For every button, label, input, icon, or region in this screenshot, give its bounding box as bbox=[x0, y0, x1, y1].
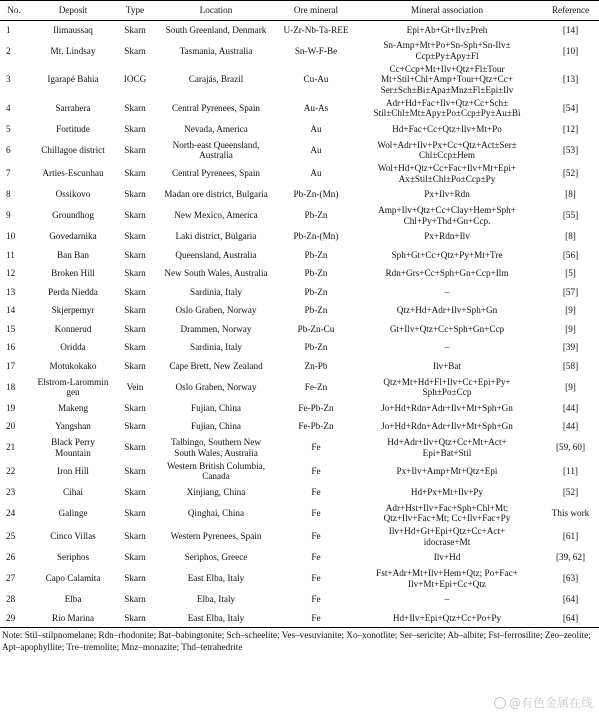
cell-no: 28 bbox=[6, 594, 16, 605]
cell-mineral-association: – bbox=[444, 594, 450, 605]
cell-no: 12 bbox=[6, 268, 16, 279]
table-row bbox=[0, 548, 599, 567]
table-row bbox=[0, 63, 599, 97]
header-deposit: Deposit bbox=[58, 5, 88, 15]
cell-location: Madan ore district, Bulgaria bbox=[164, 189, 268, 200]
table-row bbox=[0, 357, 599, 376]
cell-location: Oslo Graben, Norway bbox=[175, 381, 257, 392]
cell-location: East Elba, Italy bbox=[187, 573, 245, 584]
cell-type: Skarn bbox=[124, 360, 146, 371]
cell-type: Skarn bbox=[124, 342, 146, 353]
table-row bbox=[0, 417, 599, 436]
cell-mineral-association: Sph+Gt+Cc+Qtz+Py+Mt+Tre bbox=[391, 249, 503, 260]
cell-deposit: Skjerpemyr bbox=[51, 305, 95, 316]
table-row bbox=[0, 162, 599, 186]
cell-reference: [8] bbox=[565, 189, 576, 200]
cell-ore-mineral: Fe bbox=[311, 486, 321, 497]
cell-type: Skarn bbox=[124, 507, 146, 518]
cell-deposit: Chillagoe district bbox=[41, 144, 105, 155]
cell-no: 24 bbox=[6, 507, 16, 518]
table-row bbox=[0, 301, 599, 320]
cell-ore-mineral: Pb-Zn bbox=[304, 249, 328, 260]
cell-mineral-association: Qtz+Mt+Hd+Fl+Ilv+Cc+Epi+Py+ Sph±Po±Ccp bbox=[383, 376, 511, 398]
cell-ore-mineral: Pb-Zn bbox=[304, 286, 328, 297]
cell-location: Central Pyrenees, Spain bbox=[171, 168, 261, 179]
cell-location: Sardinia, Italy bbox=[189, 286, 243, 297]
cell-deposit: Ilimaussaq bbox=[53, 24, 93, 35]
cell-mineral-association: Cc+Ccp+Mt+Ilv+Qtz+Fl±Tour Mt+Stil+Chl+Amp+Tour+Qtz+Cc+ Ser±Sch±Bi±Apa±Mnz±Fl±Epi±Ilv bbox=[380, 63, 514, 95]
cell-deposit: Capo Calamita bbox=[45, 573, 101, 584]
cell-mineral-association: Ilv+Bat bbox=[432, 360, 462, 371]
header-location: Location bbox=[199, 5, 233, 15]
cell-no: 27 bbox=[6, 573, 16, 584]
table-row bbox=[0, 320, 599, 339]
cell-location: Carajás, Brazil bbox=[188, 74, 244, 85]
cell-mineral-association: Sn-Amp+Mt+Po+Sn-Sph+Sn-Ilv± Ccp±Py±Apy±Fl bbox=[383, 40, 511, 61]
cell-location: Queensland, Australia bbox=[175, 249, 257, 260]
table-row bbox=[0, 283, 599, 302]
table-note: Note: Stil–stilpnomelane; Rdn–rhodonite; Bat–babingtonite; Sch–scheelite; Ves–vesuvianite; Xo–xonotlite; Ser–sericite; Ab–albite; Fst–ferrosilite; Zeo–zeolite; Apt–apophyllite; Tre–tremolite; Mnz–monazite; Thd–tetrahedrite bbox=[2, 630, 591, 652]
cell-mineral-association: Rdn+Grs+Cc+Sph+Gn+Ccp+Ilm bbox=[385, 268, 509, 279]
cell-no: 21 bbox=[6, 442, 16, 453]
cell-reference: [11] bbox=[563, 465, 578, 476]
cell-mineral-association: Ilv+Hd+Gt+Epi+Qtz+Cc+Act+ idocrase+Mt bbox=[388, 526, 506, 547]
cell-mineral-association: – bbox=[444, 342, 450, 353]
watermark-logo-icon bbox=[494, 697, 506, 709]
table-row bbox=[0, 609, 599, 628]
cell-location: New South Wales, Australia bbox=[164, 268, 268, 279]
cell-reference: [55] bbox=[562, 210, 579, 221]
cell-mineral-association: Fst+Adr+Mt+Ilv+Hem+Qtz; Po+Fac+ Ilv+Mt+Epi+Cc+Qtz bbox=[376, 568, 518, 589]
cell-location: Fujian, China bbox=[190, 402, 242, 413]
cell-ore-mineral: Fe bbox=[311, 507, 321, 518]
cell-ore-mineral: Au bbox=[310, 168, 322, 179]
cell-reference: [53] bbox=[562, 144, 579, 155]
cell-reference: This work bbox=[551, 507, 590, 518]
cell-no: 17 bbox=[6, 360, 16, 371]
cell-type: Skarn bbox=[124, 268, 146, 279]
cell-reference: [14] bbox=[562, 24, 579, 35]
cell-ore-mineral: Fe bbox=[311, 552, 321, 563]
cell-ore-mineral: Pb-Zn bbox=[304, 268, 328, 279]
cell-no: 16 bbox=[6, 342, 16, 353]
cell-location: Qinghai, China bbox=[187, 507, 245, 518]
cell-deposit: Iron Hill bbox=[57, 465, 89, 476]
cell-deposit: Elba bbox=[64, 594, 82, 605]
cell-no: 3 bbox=[6, 74, 11, 85]
table-row bbox=[0, 204, 599, 228]
cell-deposit: Seriphos bbox=[56, 552, 90, 563]
header-reference: Reference bbox=[551, 5, 590, 15]
cell-reference: [13] bbox=[562, 74, 579, 85]
cell-no: 20 bbox=[6, 421, 16, 432]
cell-type: Vein bbox=[126, 381, 144, 392]
cell-deposit: Cinco Villas bbox=[50, 531, 96, 542]
cell-reference: [5] bbox=[565, 268, 576, 279]
cell-reference: [39] bbox=[562, 342, 579, 353]
cell-reference: [44] bbox=[562, 421, 579, 432]
table-row bbox=[0, 459, 599, 483]
cell-deposit: Groundhog bbox=[52, 210, 94, 221]
cell-location: Tasmania, Australia bbox=[179, 45, 253, 56]
cell-location: Central Pyrenees, Spain bbox=[171, 102, 261, 113]
cell-no: 2 bbox=[6, 45, 11, 56]
cell-ore-mineral: Fe bbox=[311, 442, 321, 453]
table-row bbox=[0, 227, 599, 246]
cell-ore-mineral: Fe bbox=[311, 594, 321, 605]
cell-type: Skarn bbox=[124, 594, 146, 605]
cell-reference: [58] bbox=[562, 360, 579, 371]
cell-no: 23 bbox=[6, 486, 16, 497]
cell-no: 5 bbox=[6, 123, 11, 134]
cell-location: East Elba, Italy bbox=[187, 612, 245, 623]
cell-mineral-association: Epi+Ab+Gt+Ilv±Preh bbox=[406, 24, 488, 35]
cell-location: Nevada, America bbox=[184, 123, 248, 134]
cell-type: Skarn bbox=[124, 144, 146, 155]
cell-ore-mineral: Fe-Pb-Zn bbox=[298, 421, 334, 432]
cell-no: 19 bbox=[6, 402, 16, 413]
watermark-text: @有色金属在线 bbox=[508, 696, 593, 710]
cell-mineral-association: Px+Ilv+Amp+Mt+Qtz+Epi bbox=[396, 465, 498, 476]
cell-ore-mineral: Fe bbox=[311, 573, 321, 584]
cell-location: Elba, Italy bbox=[196, 594, 236, 605]
cell-no: 29 bbox=[6, 612, 16, 623]
cell-type: Skarn bbox=[124, 552, 146, 563]
cell-type: Skarn bbox=[124, 45, 146, 56]
cell-deposit: Arties-Escunhau bbox=[42, 168, 104, 179]
cell-reference: [12] bbox=[562, 123, 579, 134]
watermark bbox=[494, 694, 593, 711]
cell-ore-mineral: Pb-Zn-(Mn) bbox=[293, 189, 339, 200]
cell-mineral-association: Jo+Hd+Rdn+Adr+Ilv+Mt+Sph+Gn bbox=[381, 421, 513, 432]
cell-no: 4 bbox=[6, 102, 11, 113]
cell-no: 13 bbox=[6, 286, 16, 297]
cell-no: 7 bbox=[6, 168, 11, 179]
cell-mineral-association: Px+Rdn+Ilv bbox=[424, 231, 470, 242]
cell-reference: [8] bbox=[565, 231, 576, 242]
cell-reference: [56] bbox=[562, 249, 579, 260]
table-row bbox=[0, 20, 599, 39]
header-mineral-association: Mineral association bbox=[410, 5, 484, 15]
cell-type: Skarn bbox=[124, 465, 146, 476]
cell-ore-mineral: U-Zr-Nb-Ta-REE bbox=[283, 24, 349, 35]
cell-no: 1 bbox=[6, 24, 11, 35]
cell-reference: [9] bbox=[565, 323, 576, 334]
cell-ore-mineral: Sn-W-F-Be bbox=[294, 45, 338, 56]
cell-location: Seriphos, Greece bbox=[184, 552, 248, 563]
cell-location: South Greenland, Denmark bbox=[165, 24, 267, 35]
cell-deposit: Sarrahera bbox=[55, 102, 91, 113]
cell-location: Talbingo, Southern New South Wales, Australia bbox=[171, 437, 261, 458]
cell-reference: [9] bbox=[565, 305, 576, 316]
cell-deposit: Ossikovo bbox=[55, 189, 91, 200]
cell-reference: [64] bbox=[562, 594, 579, 605]
cell-no: 25 bbox=[6, 531, 16, 542]
cell-type: Skarn bbox=[124, 486, 146, 497]
cell-location: North-east Queensland, Australia bbox=[172, 139, 260, 161]
table-row bbox=[0, 246, 599, 265]
cell-reference: [52] bbox=[562, 168, 579, 179]
table-body bbox=[0, 20, 599, 628]
cell-mineral-association: Px+Ilv+Rdn bbox=[424, 189, 470, 200]
cell-deposit: Igarapé Bahia bbox=[47, 74, 99, 85]
cell-type: Skarn bbox=[124, 442, 146, 453]
cell-reference: [61] bbox=[562, 531, 579, 542]
cell-type: Skarn bbox=[124, 231, 146, 242]
cell-location: Fujian, China bbox=[190, 421, 242, 432]
table-row bbox=[0, 264, 599, 283]
cell-reference: [59, 60] bbox=[555, 442, 586, 453]
cell-location: Western British Columbia, Canada bbox=[166, 460, 265, 482]
cell-deposit: Motukokako bbox=[49, 360, 97, 371]
cell-ore-mineral: Au bbox=[310, 144, 322, 155]
cell-reference: [44] bbox=[562, 402, 579, 413]
cell-deposit: Black Perry Mountain bbox=[51, 437, 95, 458]
cell-ore-mineral: Pb-Zn bbox=[304, 210, 328, 221]
cell-no: 10 bbox=[6, 231, 16, 242]
cell-type: Skarn bbox=[124, 210, 146, 221]
cell-mineral-association: Adr+Hst+Ilv+Fac+Sph+Chl+Mt; Qtz+Ilv+Fac+Mt; Cc+Ilv+Fac+Py bbox=[383, 502, 511, 524]
table-row bbox=[0, 185, 599, 204]
cell-mineral-association: Ilv+Hd bbox=[433, 552, 461, 563]
cell-deposit: Konnerud bbox=[54, 323, 92, 334]
cell-location: New Mexico, America bbox=[174, 210, 258, 221]
cell-deposit: Yangshan bbox=[55, 421, 91, 432]
table-row bbox=[0, 39, 599, 63]
cell-location: Xinjiang, China bbox=[186, 486, 246, 497]
table-row bbox=[0, 399, 599, 418]
cell-reference: [10] bbox=[562, 45, 579, 56]
cell-type: IOCG bbox=[123, 74, 147, 85]
cell-no: 26 bbox=[6, 552, 16, 563]
cell-mineral-association: – bbox=[444, 286, 450, 297]
table-row bbox=[0, 120, 599, 139]
cell-mineral-association: Adr+Hd+Fac+Ilv+Qtz+Cc+Sch± Stil±Chl±Mt±Apy±Po±Ccp±Py±Au±Bi bbox=[373, 97, 521, 119]
cell-ore-mineral: Fe bbox=[311, 531, 321, 542]
cell-mineral-association: Hd+Ilv+Epi+Qtz+Cc+Po+Py bbox=[392, 612, 502, 623]
table-row bbox=[0, 375, 599, 399]
cell-type: Skarn bbox=[124, 305, 146, 316]
cell-no: 8 bbox=[6, 189, 11, 200]
table-row bbox=[0, 96, 599, 120]
cell-deposit: Elstrom-Larommin gen bbox=[37, 376, 109, 398]
cell-ore-mineral: Pb-Zn-(Mn) bbox=[293, 231, 339, 242]
cell-deposit: Broken Hill bbox=[51, 268, 95, 279]
cell-no: 11 bbox=[6, 249, 15, 260]
cell-ore-mineral: Au bbox=[310, 123, 322, 134]
cell-type: Skarn bbox=[124, 102, 146, 113]
table-header-row bbox=[0, 1, 599, 21]
cell-mineral-association: Hd+Px+Mt+Ilv+Py bbox=[410, 486, 484, 497]
cell-reference: [63] bbox=[562, 573, 579, 584]
table-row bbox=[0, 483, 599, 502]
cell-reference: [9] bbox=[565, 381, 576, 392]
cell-reference: [57] bbox=[562, 286, 579, 297]
cell-mineral-association: Gt+Ilv+Qtz+Cc+Sph+Gn+Ccp bbox=[389, 323, 505, 334]
cell-ore-mineral: Fe bbox=[311, 612, 321, 623]
header-ore-mineral: Ore mineral bbox=[293, 5, 339, 15]
cell-deposit: Makeng bbox=[57, 402, 89, 413]
cell-ore-mineral: Pb-Zn-Cu bbox=[297, 323, 335, 334]
cell-reference: [52] bbox=[562, 486, 579, 497]
cell-deposit: Govedarnika bbox=[49, 231, 97, 242]
cell-ore-mineral: Zn-Pb bbox=[304, 360, 328, 371]
table-row bbox=[0, 338, 599, 357]
cell-deposit: Oridda bbox=[60, 342, 86, 353]
cell-reference: [64] bbox=[562, 612, 579, 623]
cell-reference: [39, 62] bbox=[555, 552, 586, 563]
cell-ore-mineral: Pb-Zn bbox=[304, 305, 328, 316]
cell-mineral-association: Hd+Fac+Cc+Qtz+Ilv+Mt+Po bbox=[392, 123, 502, 134]
cell-no: 22 bbox=[6, 465, 16, 476]
cell-type: Skarn bbox=[124, 402, 146, 413]
cell-mineral-association: Qtz+Hd+Adr+Ilv+Sph+Gn bbox=[396, 305, 498, 316]
cell-mineral-association: Amp+Ilv+Qtz+Cc+Clay+Hem+Sph+ Chl+Py+Thd+Gn+Ccp. bbox=[378, 205, 516, 226]
cell-mineral-association: Jo+Hd+Rdn+Adr+Ilv+Mt+Sph+Gn bbox=[381, 402, 513, 413]
cell-no: 9 bbox=[6, 210, 11, 221]
cell-deposit: Rio Marina bbox=[51, 612, 95, 623]
cell-type: Skarn bbox=[124, 24, 146, 35]
cell-location: Oslo Graben, Norway bbox=[175, 305, 257, 316]
cell-location: Drammen, Norway bbox=[180, 323, 252, 334]
cell-ore-mineral: Fe bbox=[311, 465, 321, 476]
cell-type: Skarn bbox=[124, 531, 146, 542]
cell-type: Skarn bbox=[124, 123, 146, 134]
cell-ore-mineral: Fe-Zn bbox=[304, 381, 328, 392]
header-type: Type bbox=[125, 5, 145, 15]
cell-ore-mineral: Au-As bbox=[303, 102, 329, 113]
cell-type: Skarn bbox=[124, 286, 146, 297]
cell-ore-mineral: Cu-Au bbox=[303, 74, 329, 85]
table-row bbox=[0, 567, 599, 591]
cell-type: Skarn bbox=[124, 189, 146, 200]
cell-location: Laki district, Bulgaria bbox=[175, 231, 257, 242]
cell-deposit: Mt. Lindsay bbox=[50, 45, 96, 56]
cell-deposit: Galinge bbox=[58, 507, 88, 518]
cell-mineral-association: Wol+Hd+Qtz+Cc+Fac+Ilv+Mt+Epi+ Ax±Stil±Chl±Po±Ccp±Py bbox=[377, 163, 517, 184]
table-row bbox=[0, 138, 599, 162]
cell-deposit: Perda Niedda bbox=[48, 286, 98, 297]
cell-location: Western Pyrenees, Spain bbox=[170, 531, 262, 542]
cell-location: Sardinia, Italy bbox=[189, 342, 243, 353]
cell-deposit: Cihai bbox=[63, 486, 83, 497]
cell-type: Skarn bbox=[124, 573, 146, 584]
cell-no: 18 bbox=[6, 381, 16, 392]
table-row bbox=[0, 590, 599, 609]
cell-ore-mineral: Pb-Zn bbox=[304, 342, 328, 353]
cell-type: Skarn bbox=[124, 612, 146, 623]
cell-type: Skarn bbox=[124, 421, 146, 432]
cell-type: Skarn bbox=[124, 323, 146, 334]
table-row bbox=[0, 525, 599, 549]
cell-location: Cape Brett, New Zealand bbox=[169, 360, 263, 371]
cell-deposit: Ban Ban bbox=[57, 249, 89, 260]
cell-mineral-association: Hd+Adr+Ilv+Qtz+Cc+Mt+Act+ Epi+Bat+Stil bbox=[387, 437, 507, 458]
cell-type: Skarn bbox=[124, 168, 146, 179]
cell-no: 15 bbox=[6, 323, 16, 334]
cell-no: 6 bbox=[6, 144, 11, 155]
table-row bbox=[0, 436, 599, 460]
cell-deposit: Fortitude bbox=[56, 123, 90, 134]
cell-reference: [54] bbox=[562, 102, 579, 113]
cell-mineral-association: Wol+Adr+Ilv+Px+Cc+Qtz+Act±Ser± Chl±Ccp±Hem bbox=[377, 139, 517, 161]
header-no: No. bbox=[7, 5, 21, 15]
table-row bbox=[0, 501, 599, 525]
cell-no: 14 bbox=[6, 305, 16, 316]
cell-type: Skarn bbox=[124, 249, 146, 260]
cell-ore-mineral: Fe-Pb-Zn bbox=[298, 402, 334, 413]
